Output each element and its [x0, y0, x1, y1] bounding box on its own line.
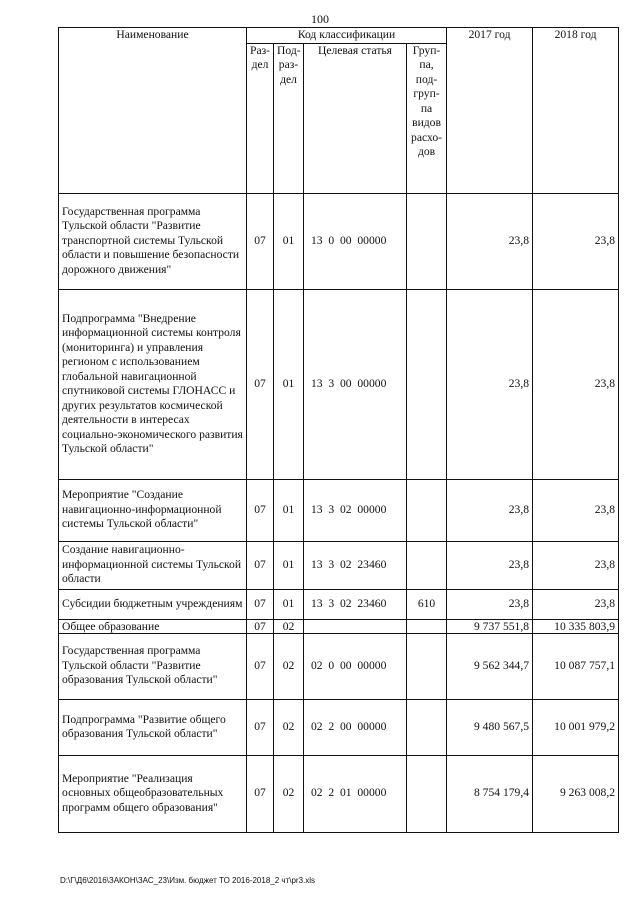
row-name: Подпрограмма "Внедрение информационной системы контроля (мониторинга) и управления регионом с использованием глобальной навигационной спутниковой системы ГЛОНАСС и других результатов космической деятельности в интересах социально-экономического развития Тульской области"	[59, 289, 247, 479]
table-row	[59, 541, 619, 589]
row-group	[407, 479, 447, 541]
row-group	[407, 289, 447, 479]
row-2018: 23,8	[533, 193, 619, 289]
row-name: Создание навигационно-информационной системы Тульской области	[59, 541, 247, 589]
row-section: 07	[247, 589, 274, 619]
page-number: 100	[311, 12, 329, 26]
table-row	[59, 699, 619, 755]
row-target: 13 0 00 00000	[304, 193, 407, 289]
row-section: 07	[247, 633, 274, 699]
row-name: Мероприятие "Реализация основных общеобразовательных программ общего образования"	[59, 755, 247, 832]
row-group	[407, 193, 447, 289]
row-subsection: 01	[274, 541, 304, 589]
row-subsection: 02	[274, 699, 304, 755]
row-2017: 23,8	[447, 193, 533, 289]
row-2018: 10 001 979,2	[533, 699, 619, 755]
row-2018: 23,8	[533, 589, 619, 619]
row-2017: 8 754 179,4	[447, 755, 533, 832]
row-target	[304, 619, 407, 633]
table-row	[59, 633, 619, 699]
header-expense-group: Груп- па, под- груп- па видов расхо- дов	[407, 43, 447, 193]
file-path-footer: D:\Г\Д6\2016\ЗАКОН\ЗАС_23\Изм. бюджет ТО 2016-2018_2 чт\pr3.xls	[60, 876, 316, 885]
row-group	[407, 633, 447, 699]
row-2017: 9 480 567,5	[447, 699, 533, 755]
header-subsection: Под- раз- дел	[274, 43, 304, 193]
row-name: Государственная программа Тульской области "Развитие образования Тульской области"	[59, 633, 247, 699]
row-group	[407, 755, 447, 832]
row-target: 13 3 00 00000	[304, 289, 407, 479]
row-section: 07	[247, 619, 274, 633]
row-2018: 23,8	[533, 289, 619, 479]
row-section: 07	[247, 541, 274, 589]
row-subsection: 01	[274, 289, 304, 479]
row-name: Общее образование	[59, 619, 247, 633]
row-section: 07	[247, 193, 274, 289]
header-target-item: Целевая статья	[304, 43, 407, 193]
row-subsection: 01	[274, 193, 304, 289]
table-row	[59, 755, 619, 832]
row-2018: 23,8	[533, 479, 619, 541]
row-group	[407, 619, 447, 633]
header-year-2018: 2018 год	[533, 28, 619, 194]
row-name: Подпрограмма "Развитие общего образования Тульской области"	[59, 699, 247, 755]
row-target: 02 0 00 00000	[304, 633, 407, 699]
row-target: 02 2 00 00000	[304, 699, 407, 755]
row-target: 13 3 02 23460	[304, 541, 407, 589]
row-target: 02 2 01 00000	[304, 755, 407, 832]
row-subsection: 02	[274, 755, 304, 832]
row-2018: 10 335 803,9	[533, 619, 619, 633]
row-2018: 9 263 008,2	[533, 755, 619, 832]
row-2018: 23,8	[533, 541, 619, 589]
row-subsection: 02	[274, 619, 304, 633]
row-2017: 9 562 344,7	[447, 633, 533, 699]
row-subsection: 01	[274, 479, 304, 541]
row-group	[407, 699, 447, 755]
row-2018: 10 087 757,1	[533, 633, 619, 699]
row-2017: 9 737 551,8	[447, 619, 533, 633]
budget-table	[58, 27, 619, 833]
table-row	[59, 589, 619, 619]
row-target: 13 3 02 00000	[304, 479, 407, 541]
row-name: Мероприятие "Создание навигационно-информационной системы Тульской области"	[59, 479, 247, 541]
header-row	[59, 28, 619, 44]
row-target: 13 3 02 23460	[304, 589, 407, 619]
row-name: Государственная программа Тульской области "Развитие транспортной системы Тульской области и повышение безопасности дорожного движения"	[59, 193, 247, 289]
header-code-classification: Код классификации	[247, 28, 447, 44]
header-name: Наименование	[59, 28, 247, 194]
row-subsection: 01	[274, 589, 304, 619]
row-2017: 23,8	[447, 541, 533, 589]
table-row	[59, 289, 619, 479]
table-row	[59, 619, 619, 633]
row-group: 610	[407, 589, 447, 619]
table-row	[59, 479, 619, 541]
table-row	[59, 193, 619, 289]
row-section: 07	[247, 755, 274, 832]
row-section: 07	[247, 289, 274, 479]
row-2017: 23,8	[447, 289, 533, 479]
row-name: Субсидии бюджетным учреждениям	[59, 589, 247, 619]
row-group	[407, 541, 447, 589]
row-section: 07	[247, 699, 274, 755]
row-2017: 23,8	[447, 589, 533, 619]
row-section: 07	[247, 479, 274, 541]
header-year-2017: 2017 год	[447, 28, 533, 194]
row-subsection: 02	[274, 633, 304, 699]
header-section: Раз- дел	[247, 43, 274, 193]
row-2017: 23,8	[447, 479, 533, 541]
